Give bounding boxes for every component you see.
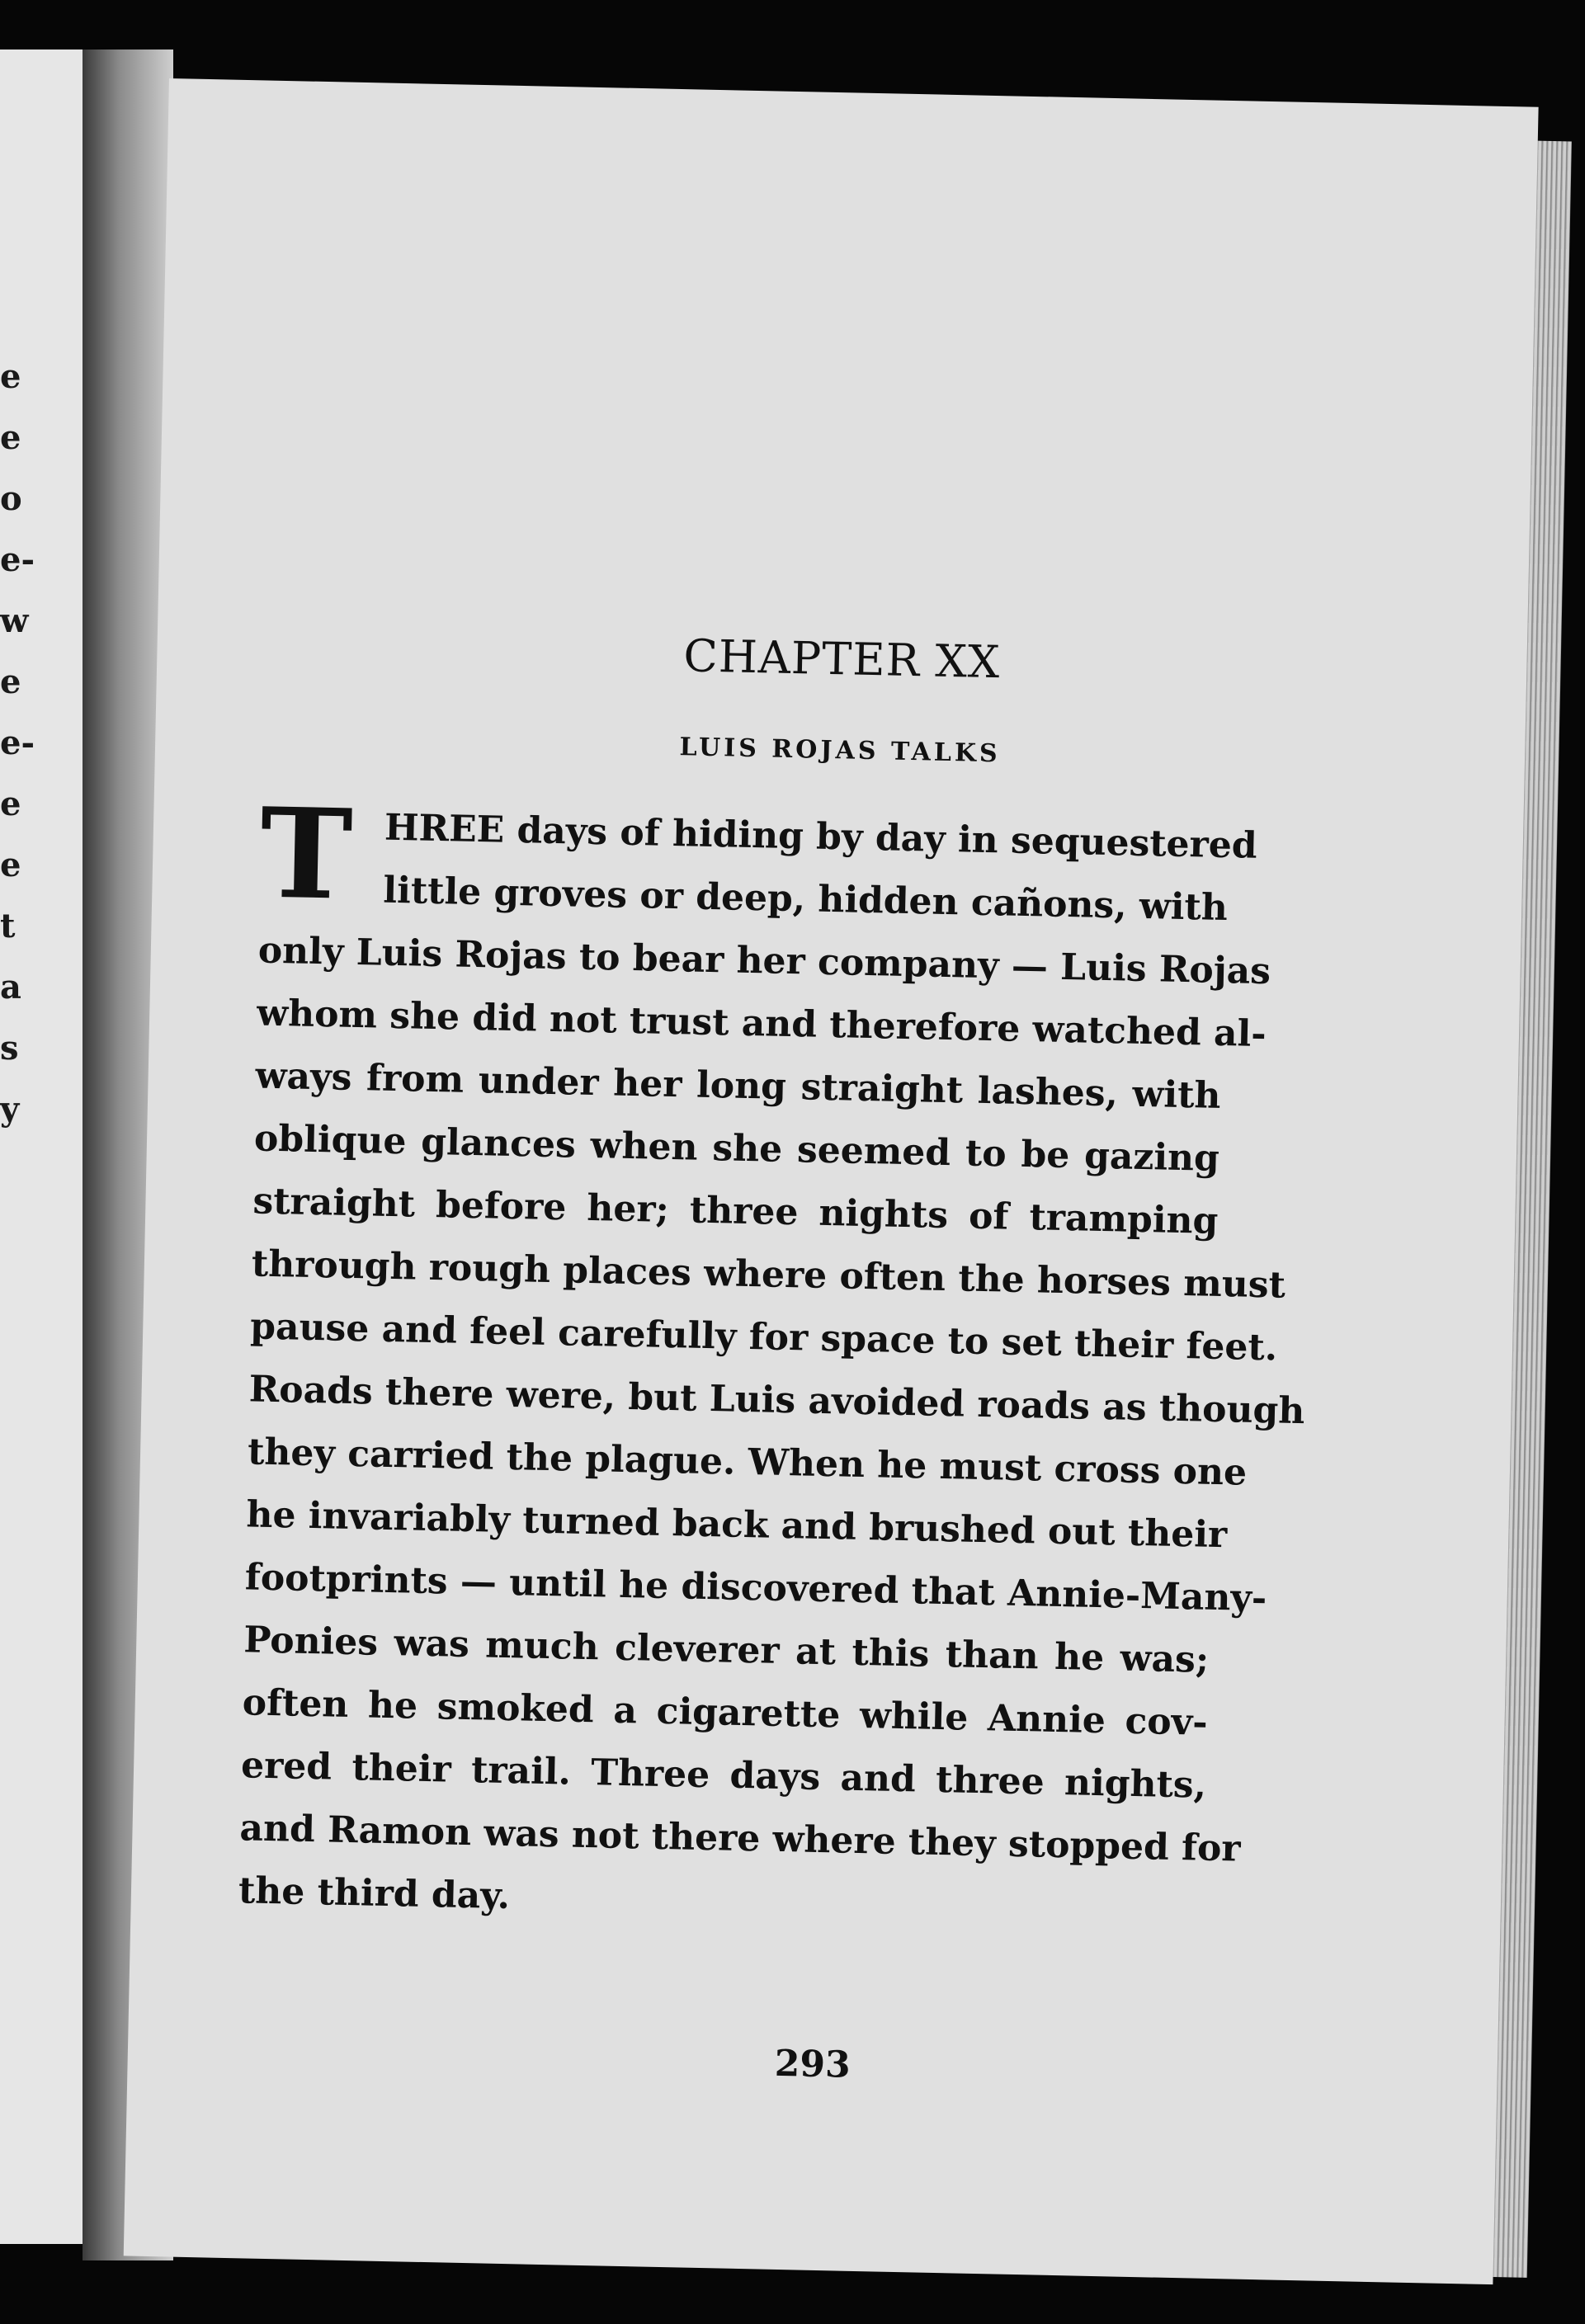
text-line: ways from under her long straight lashes, with (255, 1054, 1221, 1117)
text-line: the third day. (238, 1869, 511, 1918)
text-line: footprints — until he discovered that Annie-Many- (244, 1556, 1267, 1620)
fragment: e- (0, 724, 35, 762)
page-number: 293 (774, 2042, 851, 2086)
fragment: w (0, 601, 29, 640)
text-line: straight before her; three nights of tramping (252, 1180, 1219, 1242)
previous-page-edge (0, 49, 89, 2244)
fragment: o (0, 479, 22, 518)
text-line: and Ramon was not there where they stopped for (239, 1807, 1242, 1870)
text-line: whom she did not trust and therefore watched al- (256, 992, 1267, 1056)
fragment: e (0, 662, 21, 701)
page-content (124, 78, 1539, 2284)
chapter-title: CHAPTER XX (682, 629, 1001, 689)
text-line: ered their trail. Three days and three nights, (240, 1744, 1207, 1807)
fragment: e (0, 846, 21, 884)
fragment: e (0, 357, 21, 396)
fragment: e (0, 785, 21, 823)
book-page (124, 78, 1539, 2284)
fragment: e (0, 418, 21, 457)
chapter-body (238, 780, 1305, 1943)
chapter-subtitle: LUIS ROJAS TALKS (679, 733, 1002, 769)
text-line: only Luis Rojas to bear her company — Luis Rojas (257, 929, 1271, 993)
drop-cap: T (258, 780, 354, 928)
previous-page-text-fragments (0, 346, 33, 1140)
text-line: he invariably turned back and brushed out their (246, 1493, 1228, 1557)
text-line: often he smoked a cigarette while Annie cov- (242, 1681, 1209, 1744)
fragment: t (0, 907, 16, 945)
text-line: oblique glances when she seemed to be gazing (253, 1117, 1220, 1180)
fragment: s (0, 1029, 19, 1068)
text-line: through rough places where often the horses must (251, 1242, 1286, 1307)
text-line: little groves or deep, hidden cañons, with (382, 869, 1229, 930)
fragment: e- (0, 540, 35, 579)
fragment: y (0, 1090, 20, 1129)
text-line: Ponies was much cleverer at this than he was; (243, 1619, 1210, 1681)
text-line: HREE days of hiding by day in sequestered (384, 806, 1258, 867)
text-line: Roads there were, but Luis avoided roads as though (248, 1368, 1305, 1433)
text-line: they carried the plague. When he must cross one (247, 1431, 1248, 1494)
text-line: pause and feel carefully for space to set their feet. (249, 1305, 1278, 1369)
fragment: a (0, 968, 21, 1006)
